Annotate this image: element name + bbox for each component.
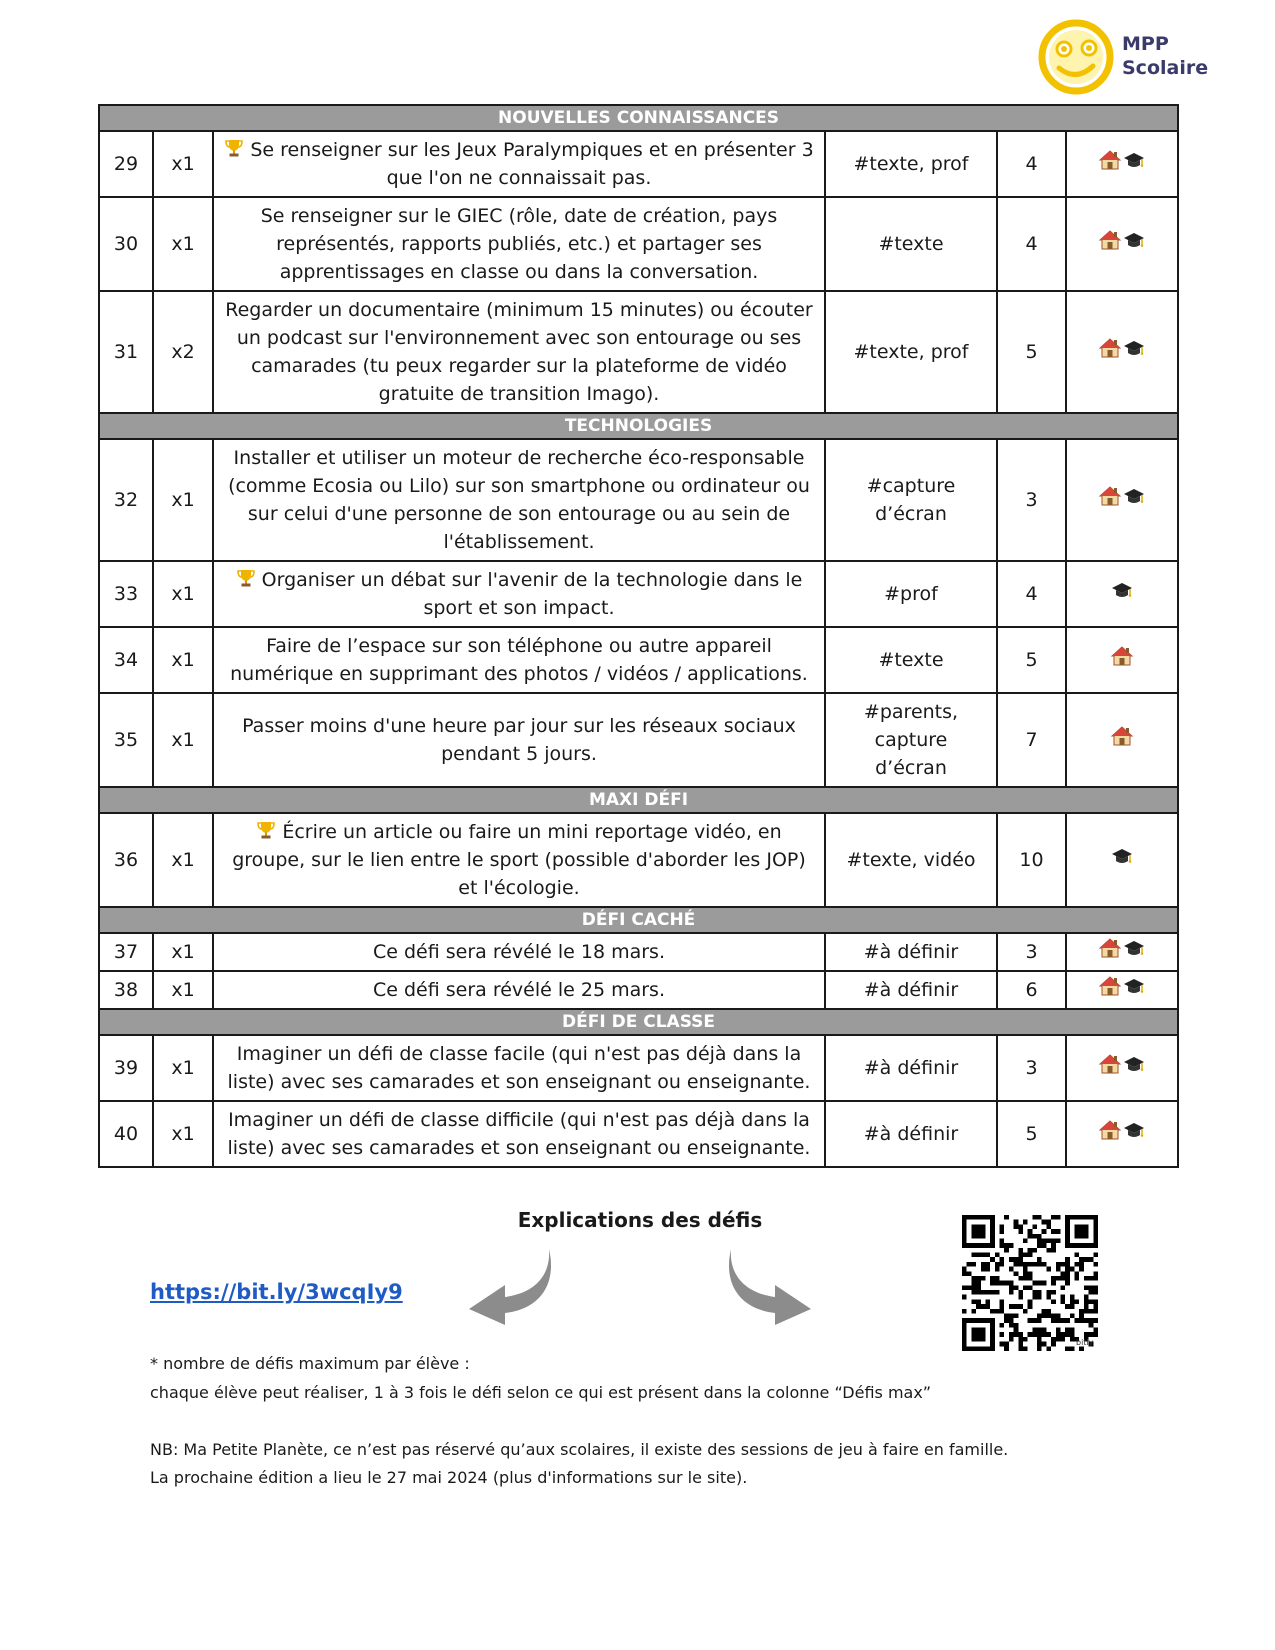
challenge-places: [1066, 933, 1178, 971]
graduation-cap-icon: [1111, 846, 1133, 866]
challenge-max-count: x1: [153, 197, 213, 291]
challenge-max-count: x2: [153, 291, 213, 413]
section-title: DÉFI DE CLASSE: [99, 1009, 1178, 1035]
challenge-points: 5: [997, 291, 1066, 413]
explanations-link[interactable]: https://bit.ly/3wcqIy9: [150, 1280, 403, 1304]
challenge-max-count: x1: [153, 933, 213, 971]
challenge-max-count: x1: [153, 971, 213, 1009]
challenge-max-count: x1: [153, 693, 213, 787]
challenge-description-text: Regarder un documentaire (minimum 15 minutes) ou écouter un podcast sur l'environnement avec son entourage ou ses camarades (tu peux regarder sur la plateforme de vidéo gratuite de transition Imago).: [225, 299, 813, 405]
house-icon: [1099, 976, 1121, 996]
challenge-places: [1066, 1035, 1178, 1101]
challenge-max-count: x1: [153, 131, 213, 197]
challenge-row: [99, 627, 1178, 693]
section-header-row: [99, 1009, 1178, 1035]
challenge-row: [99, 971, 1178, 1009]
challenge-points: 7: [997, 693, 1066, 787]
section-header-row: [99, 413, 1178, 439]
challenge-places: [1066, 627, 1178, 693]
curved-arrow-left-icon: [465, 1245, 555, 1325]
challenge-proof: #texte, vidéo: [825, 813, 997, 907]
challenge-proof: #à définir: [825, 933, 997, 971]
place-icons: [1099, 150, 1145, 170]
challenge-places: [1066, 693, 1178, 787]
challenge-description-text: Imaginer un défi de classe difficile (qui n'est pas déjà dans la liste) avec ses camarades et son enseignant ou enseignante.: [227, 1109, 811, 1159]
place-icons: [1099, 1120, 1145, 1140]
challenge-proof: #texte: [825, 197, 997, 291]
challenge-places: [1066, 131, 1178, 197]
challenge-points: 3: [997, 1035, 1066, 1101]
graduation-cap-icon: [1123, 150, 1145, 170]
challenges-table: [98, 104, 1179, 1168]
challenge-row: [99, 197, 1178, 291]
challenge-proof: #à définir: [825, 1035, 997, 1101]
place-icons: [1111, 726, 1133, 746]
challenge-proof: #parents, capture d’écran: [825, 693, 997, 787]
challenge-points: 5: [997, 627, 1066, 693]
place-icons: [1111, 646, 1133, 666]
place-icons: [1099, 938, 1145, 958]
challenge-row: [99, 693, 1178, 787]
challenge-points: 4: [997, 131, 1066, 197]
graduation-cap-icon: [1123, 338, 1145, 358]
explanations-title: Explications des défis: [517, 1208, 763, 1232]
house-icon: [1099, 230, 1121, 250]
challenge-points: 3: [997, 439, 1066, 561]
place-icons: [1111, 580, 1133, 600]
section-title: MAXI DÉFI: [99, 787, 1178, 813]
trophy-icon: [236, 568, 256, 588]
challenge-max-count: x1: [153, 1101, 213, 1167]
section-header-row: [99, 907, 1178, 933]
section-header-row: [99, 787, 1178, 813]
challenge-proof: #texte, prof: [825, 131, 997, 197]
section-title: NOUVELLES CONNAISSANCES: [99, 105, 1178, 131]
trophy-icon: [224, 138, 244, 158]
challenge-points: 4: [997, 561, 1066, 627]
section-title: DÉFI CACHÉ: [99, 907, 1178, 933]
challenge-max-count: x1: [153, 439, 213, 561]
house-icon: [1111, 646, 1133, 666]
challenge-places: [1066, 813, 1178, 907]
challenge-number: 38: [99, 971, 153, 1009]
challenge-description-text: Écrire un article ou faire un mini reportage vidéo, en groupe, sur le lien entre le sport (possible d'aborder les JOP) et l'écologie.: [232, 821, 806, 899]
place-icons: [1099, 338, 1145, 358]
challenge-description: [213, 439, 825, 561]
challenge-row: [99, 933, 1178, 971]
challenge-description: [213, 291, 825, 413]
challenge-proof: #à définir: [825, 1101, 997, 1167]
challenge-description: [213, 131, 825, 197]
place-icons: [1099, 1054, 1145, 1074]
challenge-description: [213, 971, 825, 1009]
challenge-description: [213, 197, 825, 291]
challenge-description: [213, 561, 825, 627]
challenge-number: 29: [99, 131, 153, 197]
smiley-logo-icon: [1037, 18, 1115, 96]
graduation-cap-icon: [1123, 976, 1145, 996]
nb-note-line-2: La prochaine édition a lieu le 27 mai 2024 (plus d'informations sur le site).: [150, 1468, 748, 1487]
challenge-points: 6: [997, 971, 1066, 1009]
logo-line-2: Scolaire: [1122, 57, 1209, 79]
challenge-places: [1066, 291, 1178, 413]
challenge-number: 37: [99, 933, 153, 971]
challenge-row: [99, 131, 1178, 197]
house-icon: [1099, 150, 1121, 170]
house-icon: [1111, 726, 1133, 746]
challenge-number: 40: [99, 1101, 153, 1167]
challenge-places: [1066, 197, 1178, 291]
challenge-description-text: Passer moins d'une heure par jour sur les réseaux sociaux pendant 5 jours.: [242, 715, 796, 765]
challenge-description: [213, 1035, 825, 1101]
challenge-max-count: x1: [153, 1035, 213, 1101]
place-icons: [1099, 486, 1145, 506]
challenge-proof: #capture d’écran: [825, 439, 997, 561]
challenge-row: [99, 1035, 1178, 1101]
nb-note-line-1: NB: Ma Petite Planète, ce n’est pas réservé qu’aux scolaires, il existe des sessions de jeu à faire en famille.: [150, 1440, 1009, 1459]
challenge-points: 4: [997, 197, 1066, 291]
logo-line-1: MPP: [1122, 33, 1169, 55]
challenge-number: 39: [99, 1035, 153, 1101]
challenge-proof: #prof: [825, 561, 997, 627]
bitly-label: bitly: [1076, 1338, 1094, 1347]
challenge-proof: #texte: [825, 627, 997, 693]
section-header-row: [99, 105, 1178, 131]
place-icons: [1099, 230, 1145, 250]
challenge-description: [213, 933, 825, 971]
challenge-number: 35: [99, 693, 153, 787]
challenge-points: 10: [997, 813, 1066, 907]
challenge-number: 34: [99, 627, 153, 693]
qr-code-icon[interactable]: [962, 1215, 1098, 1351]
challenge-places: [1066, 971, 1178, 1009]
challenge-description-text: Imaginer un défi de classe facile (qui n'est pas déjà dans la liste) avec ses camarades et son enseignant ou enseignante.: [227, 1043, 811, 1093]
challenge-row: [99, 561, 1178, 627]
place-icons: [1111, 846, 1133, 866]
challenge-max-count: x1: [153, 627, 213, 693]
challenge-description: [213, 693, 825, 787]
challenge-proof: #à définir: [825, 971, 997, 1009]
graduation-cap-icon: [1123, 230, 1145, 250]
section-title: TECHNOLOGIES: [99, 413, 1178, 439]
challenge-description-text: Se renseigner sur les Jeux Paralympiques et en présenter 3 que l'on ne connaissait pas.: [250, 139, 814, 189]
challenge-places: [1066, 561, 1178, 627]
challenge-points: 3: [997, 933, 1066, 971]
challenge-number: 32: [99, 439, 153, 561]
graduation-cap-icon: [1123, 1120, 1145, 1140]
challenge-max-count: x1: [153, 561, 213, 627]
house-icon: [1099, 486, 1121, 506]
house-icon: [1099, 338, 1121, 358]
house-icon: [1099, 1054, 1121, 1074]
asterisk-note-text: chaque élève peut réaliser, 1 à 3 fois le défi selon ce qui est présent dans la colonne “Défis max”: [150, 1383, 932, 1402]
challenge-description-text: Ce défi sera révélé le 18 mars.: [373, 941, 665, 963]
challenge-number: 33: [99, 561, 153, 627]
challenge-description: [213, 1101, 825, 1167]
challenge-description-text: Ce défi sera révélé le 25 mars.: [373, 979, 665, 1001]
graduation-cap-icon: [1111, 580, 1133, 600]
challenge-number: 31: [99, 291, 153, 413]
challenge-description-text: Installer et utiliser un moteur de recherche éco-responsable (comme Ecosia ou Lilo) sur son smartphone ou ordinateur ou sur celui d'une personne de son entourage ou au sein de l'établissement.: [228, 447, 810, 553]
challenge-number: 36: [99, 813, 153, 907]
challenge-description: [213, 813, 825, 907]
graduation-cap-icon: [1123, 938, 1145, 958]
house-icon: [1099, 938, 1121, 958]
challenge-row: [99, 439, 1178, 561]
house-icon: [1099, 1120, 1121, 1140]
challenge-places: [1066, 1101, 1178, 1167]
challenge-proof: #texte, prof: [825, 291, 997, 413]
mpp-logo: [1037, 18, 1209, 98]
challenge-row: [99, 813, 1178, 907]
challenge-max-count: x1: [153, 813, 213, 907]
curved-arrow-right-icon: [725, 1245, 815, 1325]
challenge-number: 30: [99, 197, 153, 291]
challenge-description-text: Se renseigner sur le GIEC (rôle, date de création, pays représentés, rapports publiés, etc.) et partager ses apprentissages en classe ou dans la conversation.: [260, 205, 778, 283]
graduation-cap-icon: [1123, 1054, 1145, 1074]
graduation-cap-icon: [1123, 486, 1145, 506]
challenge-description: [213, 627, 825, 693]
challenge-points: 5: [997, 1101, 1066, 1167]
challenge-places: [1066, 439, 1178, 561]
trophy-icon: [256, 820, 276, 840]
challenge-description-text: Organiser un débat sur l'avenir de la technologie dans le sport et son impact.: [261, 569, 803, 619]
challenge-row: [99, 1101, 1178, 1167]
challenge-description-text: Faire de l’espace sur son téléphone ou autre appareil numérique en supprimant des photos / vidéos / applications.: [230, 635, 808, 685]
asterisk-note-title: * nombre de défis maximum par élève :: [150, 1354, 470, 1373]
place-icons: [1099, 976, 1145, 996]
challenge-row: [99, 291, 1178, 413]
